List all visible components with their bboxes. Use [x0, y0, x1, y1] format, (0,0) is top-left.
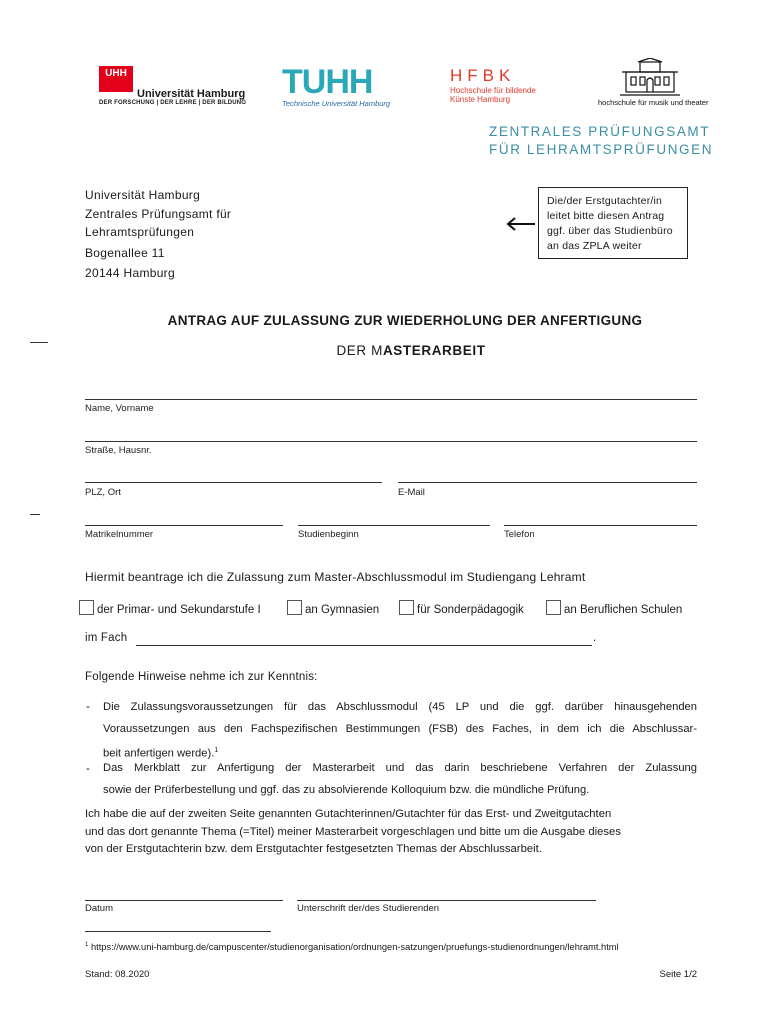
uhh-logo-mark: UHH — [99, 66, 133, 92]
signature-label: Unterschrift der/des Studierenden — [297, 903, 440, 914]
checkbox-sonderpaedagogik[interactable] — [399, 600, 414, 615]
form-subtitle-prefix: DER M — [336, 343, 383, 358]
bullet-dash: - — [86, 763, 91, 775]
closing-line: Ich habe die auf der zweiten Seite genannten Gutachterinnen/Gutachter für das Erst- und Zweitgutachten — [85, 808, 612, 820]
closing-line: von der Erstgutachterin bzw. dem Erstgutachter festgesetzten Themas der Abschlussarbeit. — [85, 843, 542, 855]
studienbeginn-line[interactable] — [298, 525, 490, 526]
hfbk-logo-sub2: Künste Hamburg — [450, 95, 511, 104]
fach-end: . — [593, 632, 597, 644]
hinweis-2-line2: sowie der Prüferbestellung und ggf. das zu absolvierende Kolloquium bzw. die mündliche Prüfung. — [103, 783, 590, 796]
hfmt-building-icon — [620, 58, 680, 96]
form-subtitle-rest: ASTERARBEIT — [382, 343, 486, 358]
fach-line[interactable] — [136, 645, 592, 646]
hinweis-1-line1: Die Zulassungsvoraussetzungen für das Abschlussmodul (45 LP und die ggf. darüber hinausgehenden — [103, 701, 697, 713]
hinweis-1 — [103, 697, 697, 765]
option-gymnasien[interactable] — [287, 600, 379, 618]
checkbox-primar[interactable] — [79, 600, 94, 615]
street-line[interactable] — [85, 441, 697, 442]
email-label: E-Mail — [398, 487, 425, 498]
form-subtitle — [0, 343, 770, 358]
date-line[interactable] — [85, 900, 283, 901]
footnote-mark: 1 — [85, 942, 89, 948]
note-line: leitet bitte diesen Antrag — [547, 210, 665, 222]
hfmt-logo — [598, 58, 708, 110]
option-sonderpaedagogik-label: für Sonderpädagogik — [417, 604, 524, 616]
checkbox-berufliche-schulen[interactable] — [546, 600, 561, 615]
closing-line: und das dort genannte Thema (=Titel) meiner Masterarbeit vorgeschlagen und bitte um die Ausgabe dieses — [85, 825, 621, 838]
footnote-ref: 1 — [214, 747, 219, 754]
option-gymnasien-label: an Gymnasien — [305, 604, 380, 616]
hfbk-logo-sub1: Hochschule für bildende — [450, 86, 536, 95]
footer-page: Seite 1/2 — [659, 969, 697, 980]
footnote-rule — [85, 931, 271, 932]
hinweis-2 — [103, 758, 697, 801]
checkbox-gymnasien[interactable] — [287, 600, 302, 615]
request-intro: Hiermit beantrage ich die Zulassung zum Master-Abschlussmodul im Studiengang Lehramt — [85, 570, 586, 584]
plz-line[interactable] — [85, 482, 382, 483]
hinweis-1-line2: Voraussetzungen aus den Fachspezifischen Bestimmungen (FSB) des Faches, in dem ich die Abschlussar- — [103, 722, 697, 735]
uhh-logo-name: Universität Hamburg — [137, 88, 246, 100]
tuhh-logo — [282, 63, 397, 111]
address-block — [85, 186, 231, 283]
option-berufliche-schulen-label: an Beruflichen Schulen — [564, 604, 683, 616]
note-line: Die/der Erstgutachter/in — [547, 195, 663, 207]
hfmt-logo-sub: hochschule für musik und theater — [598, 98, 709, 107]
fold-mark — [30, 514, 40, 515]
matrikel-label: Matrikelnummer — [85, 529, 154, 540]
fach-label: im Fach — [85, 632, 128, 644]
plz-label: PLZ, Ort — [85, 487, 121, 498]
form-title-line1: ANTRAG AUF ZULASSUNG ZUR WIEDERHOLUNG DER ANFERTIGUNG — [167, 313, 643, 328]
form-title — [0, 313, 770, 328]
uhh-logo-tagline: DER FORSCHUNG | DER LEHRE | DER BILDUNG — [99, 100, 247, 106]
studienbeginn-label: Studienbeginn — [298, 529, 359, 540]
street-label: Straße, Hausnr. — [85, 445, 152, 456]
signature-line[interactable] — [297, 900, 596, 901]
footnote — [85, 942, 619, 952]
office-title — [489, 123, 713, 159]
address-line: Universität Hamburg — [85, 188, 201, 202]
name-label: Name, Vorname — [85, 403, 154, 414]
office-title-line2: FÜR LEHRAMTSPRÜFUNGEN — [489, 142, 714, 157]
hfbk-logo — [450, 66, 560, 111]
option-sonderpaedagogik[interactable] — [399, 600, 524, 618]
tuhh-logo-sub: Technische Universität Hamburg — [282, 99, 391, 108]
address-line: 20144 Hamburg — [85, 266, 175, 280]
telefon-line[interactable] — [504, 525, 697, 526]
address-line: Lehramtsprüfungen — [85, 225, 195, 239]
footer-stand: Stand: 08.2020 — [85, 969, 150, 980]
option-primar-label: der Primar- und Sekundarstufe I — [97, 604, 261, 616]
option-berufliche-schulen[interactable] — [546, 600, 682, 618]
address-line: Bogenallee 11 — [85, 245, 165, 260]
note-line: an das ZPLA weiter — [547, 240, 642, 252]
email-line[interactable] — [398, 482, 697, 483]
hinweis-2-line1: Das Merkblatt zur Anfertigung der Masterarbeit und das darin beschriebene Verfahren der Zulassung — [103, 762, 697, 774]
note-box — [538, 187, 688, 259]
footnote-link[interactable]: https://www.uni-hamburg.de/campuscenter/studienorganisation/ordnungen-satzungen/pruefungs-studienordnungen/lehramt.html — [90, 942, 619, 953]
arrow-left-icon — [505, 216, 537, 232]
hfbk-logo-name: HFBK — [450, 66, 516, 85]
date-label: Datum — [85, 903, 113, 914]
address-line: Zentrales Prüfungsamt für — [85, 206, 232, 221]
matrikel-line[interactable] — [85, 525, 283, 526]
bullet-dash: - — [86, 701, 91, 713]
closing-text — [85, 806, 700, 859]
office-title-line1: ZENTRALES PRÜFUNGSAMT — [489, 124, 711, 139]
uhh-logo — [99, 66, 249, 111]
hinweise-heading: Folgende Hinweise nehme ich zur Kenntnis: — [85, 671, 318, 683]
note-line: ggf. über das Studienbüro — [547, 225, 673, 237]
name-line[interactable] — [85, 399, 697, 400]
telefon-label: Telefon — [504, 529, 535, 540]
fold-mark — [30, 342, 48, 343]
tuhh-logo-name: TUHH — [282, 63, 373, 101]
option-primar[interactable] — [79, 600, 261, 618]
hinweis-1-line3-text: beit anfertigen werde). — [103, 747, 215, 760]
